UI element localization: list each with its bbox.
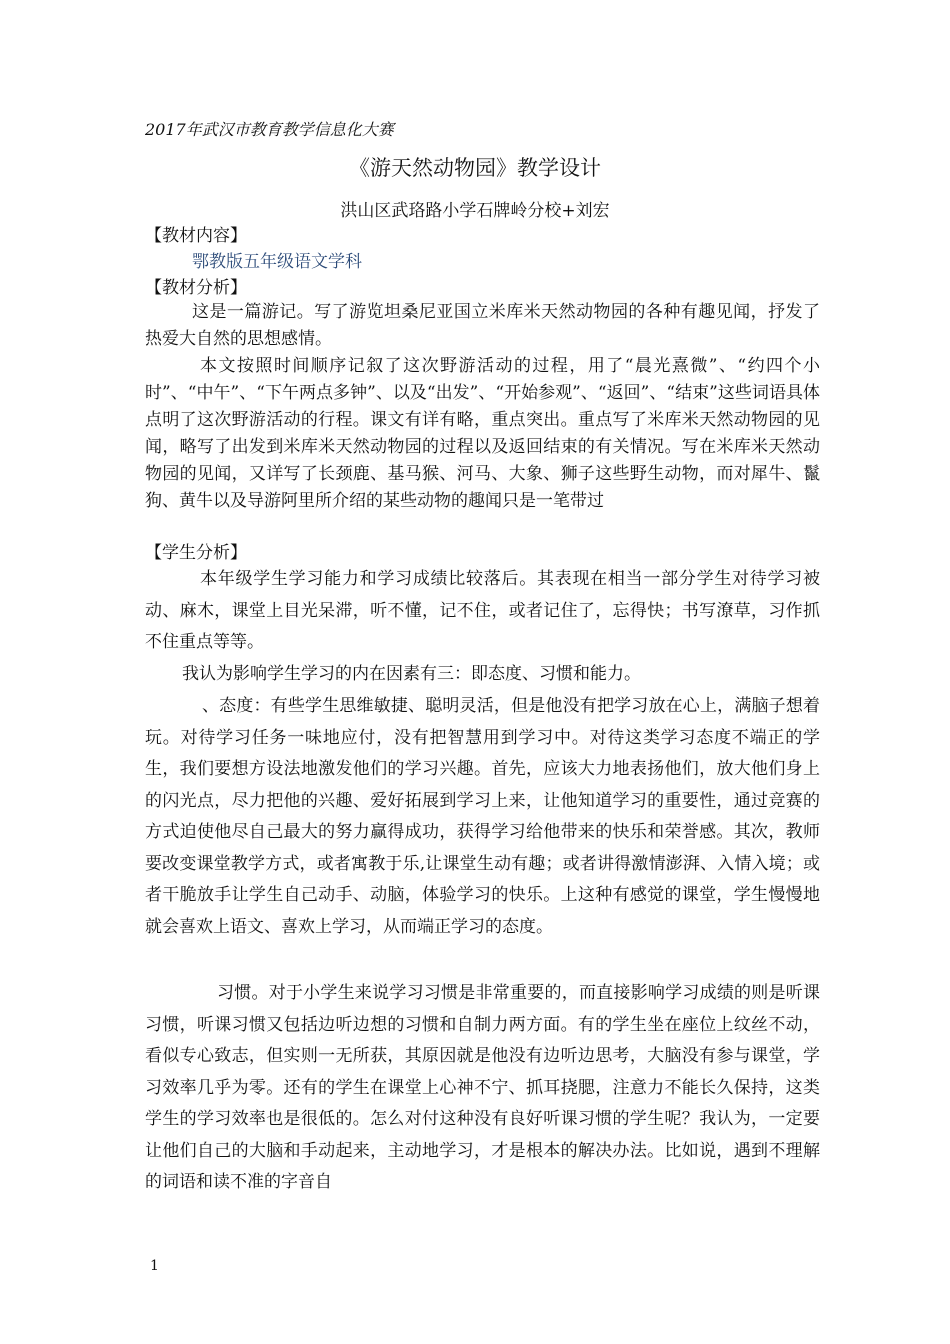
author-line: 洪山区武珞路小学石牌岭分校+刘宏 <box>340 201 610 221</box>
analysis-paragraph-2: 本文按照时间顺序记叙了这次野游活动的过程，用了“晨光熹微”、“约四个小时”、“中午”、“下午两点多钟”、以及“出发”、“开始参观”、“返回”、“结束”这些词语具体点明了这次野游活动的行程。课文有详有略，重点突出。重点写了米库米天然动物园的见闻，略写了出发到米库米天然动物园的过程以及返回结束的有关情况。写在米库米天然动物园的见闻，又详写了长颈鹿、基马猴、河马、大象、狮子这些野生动物，而对犀牛、鬣狗、黄牛以及导游阿里所介绍的某些动物的趣闻只是一笔带过 <box>145 356 820 511</box>
page-number: 1 <box>150 1258 159 1274</box>
student-paragraph-2: 我认为影响学生学习的内在因素有三：即态度、习惯和能力。 <box>182 664 641 684</box>
document-title: 《游天然动物园》教学设计 <box>349 156 601 180</box>
section-heading-material: 【教材内容】 <box>145 226 247 246</box>
section-heading-analysis: 【教材分析】 <box>145 278 247 298</box>
material-subject: 鄂教版五年级语文学科 <box>192 252 362 272</box>
student-paragraph-3: 、态度：有些学生思维敏捷、聪明灵活，但是他没有把学习放在心上，满脑子想着玩。对待学习任务一味地应付，没有把智慧用到学习中。对待这类学习态度不端正的学生，我们要想方设法地激发他们的学习兴趣。首先，应该大力地表扬他们，放大他们身上的闪光点，尽力把他的兴趣、爱好拓展到学习上来，让他知道学习的重要性，通过竞赛的方式迫使他尽自己最大的努力赢得成功，获得学习给他带来的快乐和荣誉感。其次，教师要改变课堂教学方式，或者寓教于乐,让课堂生动有趣；或者讲得激情澎湃、入情入境；或者干脆放手让学生自己动手、动脑，体验学习的快乐。上这种有感觉的课堂，学生慢慢地就会喜欢上语文、喜欢上学习，从而端正学习的态度。 <box>145 696 820 937</box>
section-heading-student: 【学生分析】 <box>145 543 247 563</box>
student-paragraph-4: 习惯。对于小学生来说学习习惯是非常重要的，而直接影响学习成绩的则是听课习惯，听课习惯又包括边听边想的习惯和自制力两方面。有的学生坐在座位上纹丝不动，看似专心致志，但实则一无所获，其原因就是他没有边听边思考，大脑没有参与课堂，学习效率几乎为零。还有的学生在课堂上心神不宁、抓耳挠腮，注意力不能长久保持，这类学生的学习效率也是很低的。怎么对付这种没有良好听课习惯的学生呢？我认为，一定要让他们自己的大脑和手动起来，主动地学习，才是根本的解决办法。比如说，遇到不理解的词语和读不准的字音自 <box>145 983 820 1192</box>
student-paragraph-1: 本年级学生学习能力和学习成绩比较落后。其表现在相当一部分学生对待学习被动、麻木，课堂上目光呆滞，听不懂，记不住，或者记住了，忘得快；书写潦草，习作抓不住重点等等。 <box>145 569 820 652</box>
contest-label: 2017年武汉市教育教学信息化大赛 <box>145 120 394 139</box>
analysis-paragraph-1: 这是一篇游记。写了游览坦桑尼亚国立米库米天然动物园的各种有趣见闻，抒发了热爱大自然的思想感情。 <box>145 302 820 349</box>
